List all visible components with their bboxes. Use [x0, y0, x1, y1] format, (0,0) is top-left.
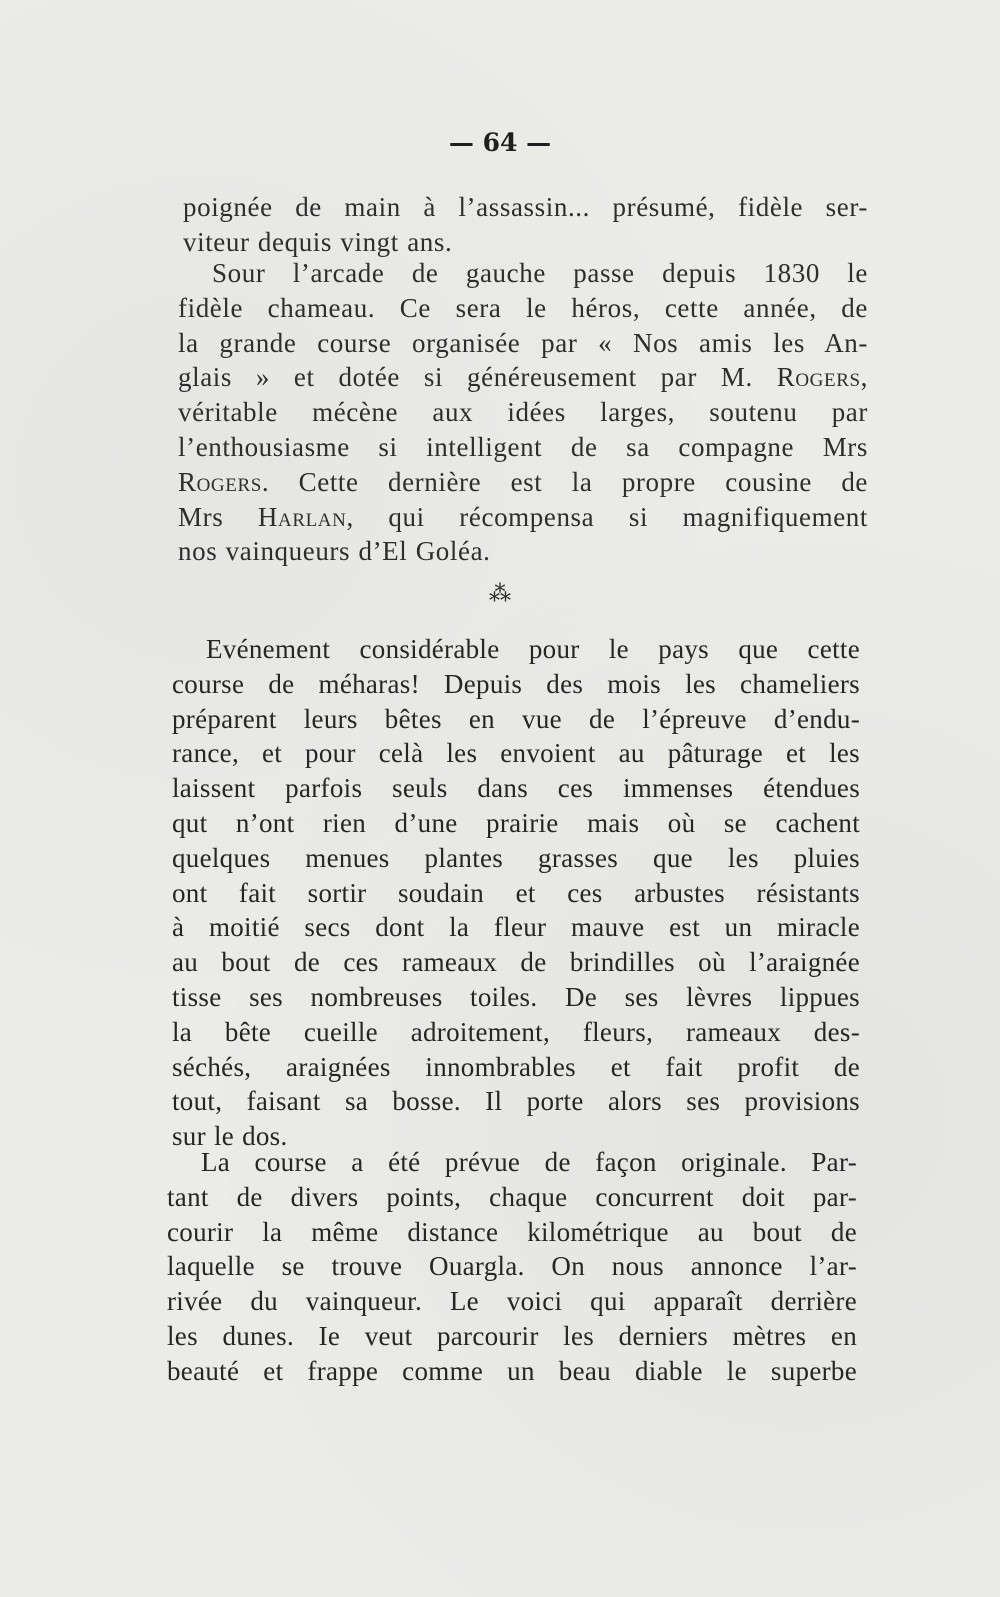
- text-line: sur le dos.: [172, 1121, 288, 1152]
- paragraph-course: [172, 632, 860, 1154]
- text-line: [178, 465, 868, 500]
- text-line: séchés, araignées innombrables et fait profit de: [172, 1051, 860, 1082]
- section-ornament: ⁂: [489, 582, 511, 607]
- text-segment: . Cette dernière est la propre cousine de: [261, 466, 868, 497]
- text-line: laquelle se trouve Ouargla. On nous annonce l’ar-: [167, 1251, 857, 1282]
- text-line: l’enthousiasme si intelligent de sa compagne Mrs: [178, 431, 868, 462]
- text-line: poignée de main à l’assassin... présumé, fidèle ser-: [183, 192, 868, 222]
- text-line: qut n’ont rien d’une prairie mais où se cachent: [172, 807, 860, 838]
- text-line: à moitié secs dont la fleur mauve est un miracle: [172, 912, 860, 943]
- text-line: nos vainqueurs d’El Goléa.: [178, 536, 491, 567]
- name-rogers: Rogers: [178, 466, 262, 497]
- text-line: rivée du vainqueur. Le voici qui apparaît derrière: [167, 1286, 857, 1317]
- text-line: tisse ses nombreuses toiles. De ses lèvres lippues: [172, 981, 860, 1012]
- paragraph-arrival: [167, 1145, 857, 1389]
- text-line: au bout de ces rameaux de brindilles où l’araignée: [172, 947, 860, 978]
- text-line: Sour l’arcade de gauche passe depuis 1830 le: [212, 258, 868, 288]
- page-number: — 64 —: [448, 128, 552, 157]
- text-line: Evénement considérable pour le pays que cette: [206, 634, 860, 664]
- text-line: les dunes. Ie veut parcourir les derniers mètres en: [167, 1320, 857, 1351]
- text-line: courir la même distance kilométrique au bout de: [167, 1216, 857, 1247]
- text-line: course de méharas! Depuis des mois les chameliers: [172, 668, 860, 699]
- text-line: rance, et pour celà les envoient au pâturage et les: [172, 738, 860, 769]
- text-line: ont fait sortir soudain et ces arbustes résistants: [172, 877, 860, 908]
- paragraph-continuation: [183, 190, 868, 260]
- text-line: préparent leurs bêtes en vue de l’épreuve d’endu-: [172, 703, 860, 734]
- paragraph-arcade: [178, 256, 868, 569]
- text-line: quelques menues plantes grasses que les pluies: [172, 842, 860, 873]
- text-line: laissent parfois seuls dans ces immenses étendues: [172, 773, 860, 804]
- text-segment: , qui récompensa si magnifiquement: [346, 501, 868, 532]
- text-line: la grande course organisée par « Nos amis les An-: [178, 327, 868, 358]
- text-line: tant de divers points, chaque concurrent doit par-: [167, 1181, 857, 1212]
- name-rogers: Rogers: [776, 362, 861, 393]
- name-harlan: Harlan: [257, 501, 347, 532]
- text-segment: glais » et dotée si généreusement par M.: [178, 362, 777, 393]
- text-segment: Mrs: [178, 501, 258, 532]
- text-line: La course a été prévue de façon originale. Par-: [201, 1147, 857, 1177]
- text-line: la bête cueille adroitement, fleurs, rameaux des-: [172, 1016, 860, 1047]
- text-line: [178, 360, 868, 395]
- text-line: [178, 500, 868, 535]
- text-line: fidèle chameau. Ce sera le héros, cette année, de: [178, 292, 868, 323]
- text-segment: ,: [860, 362, 868, 393]
- text-line: véritable mécène aux idées larges, soutenu par: [178, 397, 868, 428]
- text-line: viteur dequis vingt ans.: [183, 226, 453, 257]
- text-line: beauté et frappe comme un beau diable le superbe: [167, 1355, 857, 1386]
- text-line: tout, faisant sa bosse. Il porte alors ses provisions: [172, 1086, 860, 1117]
